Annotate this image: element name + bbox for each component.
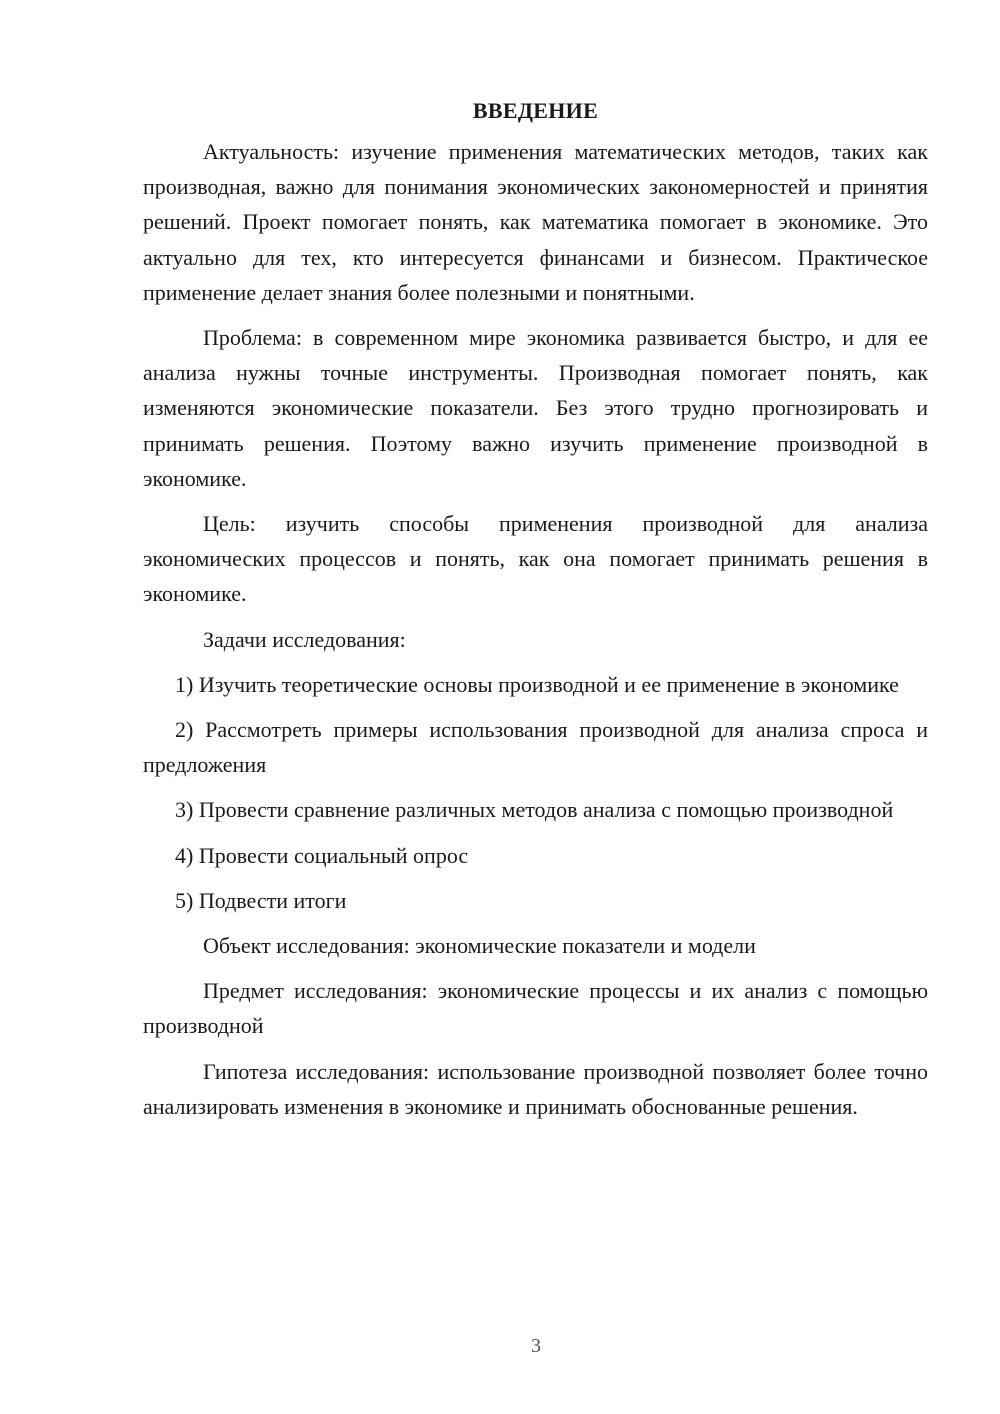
list-item: 3) Провести сравнение различных методов анализа с помощью производной	[175, 797, 894, 823]
list-item: 4) Провести социальный опрос	[175, 842, 469, 868]
relevance-paragraph: Актуальность: изучение применения математических методов, таких как производная, важно для понимания экономических закономерностей и принятия решений. Проект помогает понять, как математика помогает в экономике. Это актуально для тех, кто интересуется финансами и бизнесом. Практическое применение делает знания более полезными и понятными.	[143, 139, 928, 305]
tasks-list	[143, 667, 928, 918]
object-paragraph: Объект исследования: экономические показатели и модели	[203, 933, 756, 959]
list-item: 1) Изучить теоретические основы производной и ее применение в экономике	[175, 671, 899, 697]
list-item: 2) Рассмотреть примеры использования производной для анализа спроса и предложения	[143, 717, 928, 778]
goal-paragraph: Цель: изучить способы применения производной для анализа экономических процессов и понять, как она помогает принимать решения в экономике.	[143, 511, 928, 607]
page-number: 3	[531, 1335, 541, 1357]
tasks-heading: Задачи исследования:	[203, 626, 406, 652]
hypothesis-paragraph: Гипотеза исследования: использование производной позволяет более точно анализировать изменения в экономике и принимать обоснованные решения.	[143, 1058, 928, 1119]
document-page	[143, 96, 928, 1134]
page-title: ВВЕДЕНИЕ	[472, 98, 599, 123]
subject-paragraph: Предмет исследования: экономические процессы и их анализ с помощью производной	[143, 978, 928, 1039]
problem-paragraph: Проблема: в современном мире экономика развивается быстро, и для ее анализа нужны точные инструменты. Производная помогает понять, как изменяются экономические показатели. Без этого трудно прогнозировать и принимать решения. Поэтому важно изучить применение производной в экономике.	[143, 325, 928, 491]
list-item: 5) Подвести итоги	[175, 887, 347, 913]
